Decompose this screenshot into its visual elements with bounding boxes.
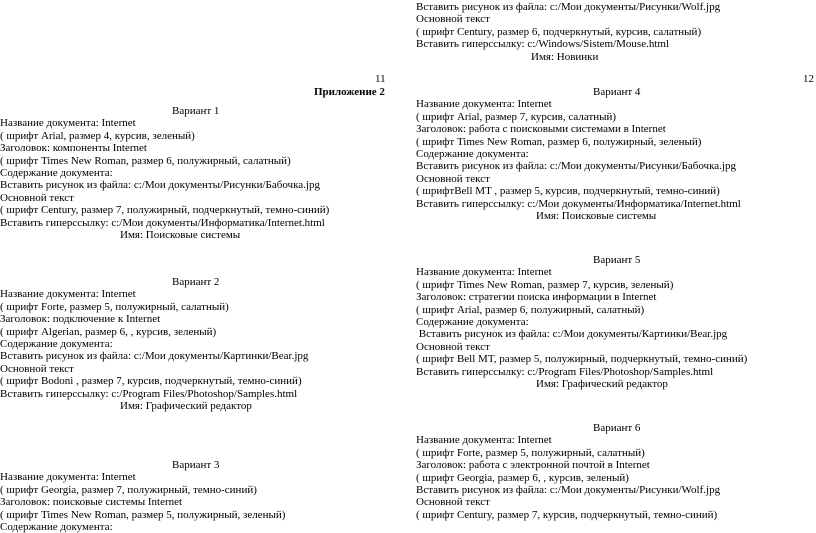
text-line: Вставить гиперссылку: c:/Мои документы/Информатика/Internet.html: [0, 216, 325, 229]
appendix-title: Приложение 2: [314, 86, 385, 98]
text-line: Содержание документа:: [416, 148, 529, 161]
text-line: ( шрифт Algerian, размер 6, , курсив, зеленый): [0, 325, 217, 338]
text-line: Название документа: Internet: [0, 471, 136, 484]
text-line: ( шрифт Forte, размер 5, полужирный, салатный): [416, 446, 645, 459]
text-line: Основной текст: [416, 172, 490, 185]
page-number-right: 12: [803, 73, 814, 85]
text-line: ( шрифт Times New Roman, размер 6, полужирный, зеленый): [416, 135, 702, 148]
text-line: ( шрифт Forte, размер 5, полужирный, салатный): [0, 300, 229, 313]
text-line: ( шрифт Georgia, размер 6, , курсив, зеленый): [416, 471, 629, 484]
text-line: Вставить гиперссылку: c:/Windows/Sistem/Mouse.html: [416, 38, 669, 51]
text-line: ( шрифтBell MT , размер 5, курсив, подчеркнутый, темно-синий): [416, 185, 720, 198]
variant-heading: Вариант 4: [593, 86, 641, 98]
text-line: Заголовок: компоненты Internet: [0, 142, 147, 155]
text-line: Содержание документа:: [0, 167, 113, 180]
text-line: Вставить рисунок из файла: c:/Мои документы/Рисунки/Бабочка.jpg: [416, 160, 736, 173]
text-line: Основной текст: [416, 496, 490, 509]
text-line: ( шрифт Century, размер 7, полужирный, подчеркнутый, темно-синий): [0, 204, 330, 217]
variant-4-block: [416, 86, 746, 222]
text-line: ( шрифт Bodoni , размер 7, курсив, подчеркнутый, темно-синий): [0, 375, 302, 388]
variant-heading: Вариант 1: [172, 105, 220, 117]
text-line: ( шрифт Times New Roman, размер 7, курсив, зеленый): [416, 278, 674, 291]
variant-3-block: [0, 459, 400, 533]
variant-6-block: [416, 422, 746, 521]
text-line: ( шрифт Arial, размер 6, полужирный, салатный): [416, 303, 645, 316]
text-line: Основной текст: [416, 340, 490, 353]
text-line: Содержание документа:: [0, 521, 113, 533]
variant-heading: Вариант 6: [593, 422, 641, 434]
text-line: Заголовок: поисковые системы Internet: [0, 496, 183, 509]
text-line: Основной текст: [0, 362, 74, 375]
top-continuation-block: [416, 1, 721, 63]
variant-1-block: [0, 105, 400, 241]
text-line: Вставить рисунок из файла: c:/Мои документы/Рисунки/Wolf.jpg: [416, 1, 721, 13]
variant-heading: Вариант 5: [593, 254, 641, 266]
text-line: Содержание документа:: [0, 338, 113, 351]
text-line: Вставить гиперссылку: c:/Program Files/Photoshop/Samples.html: [0, 387, 298, 400]
text-line: Заголовок: подключение к Internet: [0, 313, 161, 326]
text-line: ( шрифт Century, размер 6, подчеркнутый, курсив, салатный): [416, 25, 702, 38]
text-line: Содержание документа:: [416, 316, 529, 329]
text-line: Основной текст: [0, 191, 74, 204]
text-line: Название документа: Internet: [0, 288, 136, 301]
text-line: Вставить гиперссылку: c:/Мои документы/Информатика/Internet.html: [416, 197, 741, 210]
text-line: ( шрифт Georgia, размер 7, полужирный, темно-синий): [0, 483, 257, 496]
text-line: Название документа: Internet: [416, 266, 552, 279]
name-line: Имя: Графический редактор: [120, 400, 252, 413]
text-line: ( шрифт Times New Roman, размер 6, полужирный, салатный): [0, 154, 291, 167]
text-line: ( шрифт Arial, размер 7, курсив, салатный): [416, 110, 617, 123]
text-line: Вставить рисунок из файла: c:/Мои документы/Рисунки/Бабочка.jpg: [0, 179, 320, 192]
text-line: Название документа: Internet: [0, 117, 136, 130]
name-line: Имя: Поисковые системы: [120, 229, 241, 242]
variant-heading: Вариант 2: [172, 276, 220, 288]
text-line: Название документа: Internet: [416, 98, 552, 111]
text-line: Заголовок: работа с электронной почтой в Internet: [416, 459, 650, 472]
name-line: Имя: Новинки: [531, 50, 599, 63]
text-line: Заголовок: стратегии поиска информации в Internet: [416, 291, 657, 304]
text-line: Вставить гиперссылку: c:/Program Files/Photoshop/Samples.html: [416, 365, 714, 378]
text-line: Заголовок: работа с поисковыми системами в Internet: [416, 123, 666, 136]
text-line: Основной текст: [416, 13, 490, 26]
page-number-left: 11: [375, 73, 386, 85]
text-line: Название документа: Internet: [416, 434, 552, 447]
text-line: ( шрифт Century, размер 7, курсив, подчеркнутый, темно-синий): [416, 508, 718, 521]
text-line: ( шрифт Arial, размер 4, курсив, зеленый): [0, 129, 195, 142]
text-line: ( шрифт Times New Roman, размер 5, полужирный, зеленый): [0, 508, 286, 521]
variant-5-block: [416, 254, 746, 390]
text-line: Вставить рисунок из файла: c:/Мои документы/Рисунки/Wolf.jpg: [416, 484, 721, 497]
text-line: Вставить рисунок из файла: c:/Мои документы/Картинки/Bear.jpg: [0, 350, 309, 363]
variant-2-block: [0, 276, 400, 412]
variant-heading: Вариант 3: [172, 459, 220, 471]
text-line: ( шрифт Bell MT, размер 5, полужирный, подчеркнутый, темно-синий): [416, 353, 748, 366]
text-line: Вставить рисунок из файла: c:/Мои документы/Картинки/Bear.jpg: [416, 328, 728, 341]
name-line: Имя: Поисковые системы: [536, 210, 657, 223]
name-line: Имя: Графический редактор: [536, 378, 668, 391]
